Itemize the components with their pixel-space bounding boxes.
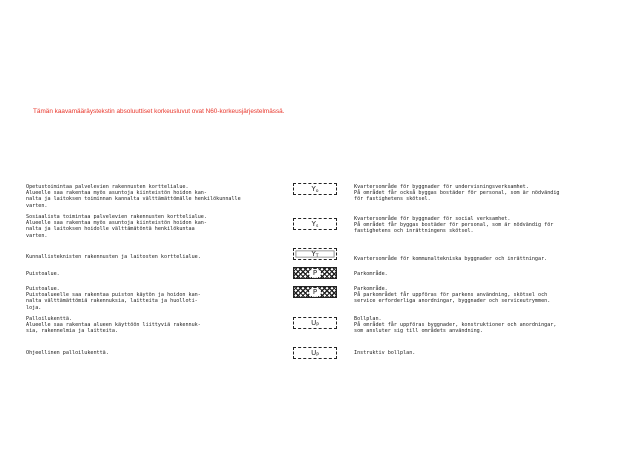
height-system-notice: Tämän kaavamääräystekstin absoluuttiset korkeusluvut ovat N60-korkeusjärjestelmässä.	[33, 108, 285, 115]
zone-symbol-up-guideline	[293, 347, 337, 359]
symbol-sub: o	[315, 188, 319, 194]
sv-text-up-guideline: Instruktiv bollplan.	[354, 350, 416, 356]
symbol-main: P	[309, 288, 321, 297]
symbol-sub: P	[316, 322, 319, 328]
zone-symbol-p-park	[293, 267, 337, 279]
symbol-main: Y	[311, 249, 316, 258]
fi-text-p1: Puistoalue.	[26, 271, 60, 277]
sv-text-yt: Kvartersområde för kommunaltekniska byggnader och inrättningar.	[354, 256, 548, 262]
fi-text-up: Palloilukenttä. Alueelle saa rakentaa alueen käyttöön liittyviä rakennuk- sia, rakennelmia ja laitteita.	[26, 316, 201, 335]
fi-text-ys: Sosiaalista toimintaa palvelevien rakennusten korttelialue. Alueelle saa rakentaa myös asuntoja kiinteistön hoidon kan- nalta ja laitoksen hoidolle välttämätöntä henkilökuntaa varten.	[26, 214, 207, 239]
symbol-main: P	[309, 269, 321, 278]
zone-symbol-ys	[293, 218, 337, 230]
zone-symbol-yo	[293, 183, 337, 195]
symbol-sub: s	[315, 223, 319, 229]
zone-symbol-up	[293, 317, 337, 329]
symbol-sub: P	[316, 352, 319, 358]
symbol-main: Y	[311, 184, 316, 193]
sv-text-ys: Kvartersområde för byggnader för social verksamhet. På området får byggas bostäder för personal, som är nödvändig för fastighetens och inrättningens skötsel.	[354, 216, 554, 235]
sv-text-p2: Parkområde. På parkområdet får uppföras för parkens användning, skötsel och service erforderliga anordningar, byggnader och serviceutrymmen.	[354, 286, 551, 305]
sv-text-yo: Kvartersområde för byggnader för undervisningsverksamhet. På området får också byggas bostäder för personal, som är nödvändig för fastighetens skötsel.	[354, 184, 560, 203]
symbol-main: U	[311, 348, 317, 357]
zone-symbol-p-park-2	[293, 286, 337, 298]
zone-symbol-yt	[293, 248, 337, 260]
symbol-main: U	[311, 318, 317, 327]
fi-text-yt: Kunnallisteknisten rakennusten ja laitosten korttelialue.	[26, 254, 201, 260]
sv-text-p1: Parkområde.	[354, 271, 388, 277]
sv-text-up: Bollplan. På området får uppföras byggnader, konstruktioner och anordningar, som ansluter sig till områdets användning.	[354, 316, 557, 335]
fi-text-yo: Opetustoimintaa palvelevien rakennusten korttelialue. Alueelle saa rakentaa myös asuntoja kiinteistön hoidon kan- nalta ja laitoksen toiminnan kannalta välttämättömälle henkilökunnalle varten.	[26, 184, 241, 209]
symbol-sub: T	[315, 253, 319, 259]
fi-text-up-guideline: Ohjeellinen palloilukenttä.	[26, 350, 109, 356]
fi-text-p2: Puistoalue. Puistoalueelle saa rakentaa puiston käytön ja hoidon kan- nalta välttämättömiä rakennuksia, laitteita ja huolloti- loja.	[26, 286, 201, 311]
symbol-main: Y	[311, 219, 316, 228]
